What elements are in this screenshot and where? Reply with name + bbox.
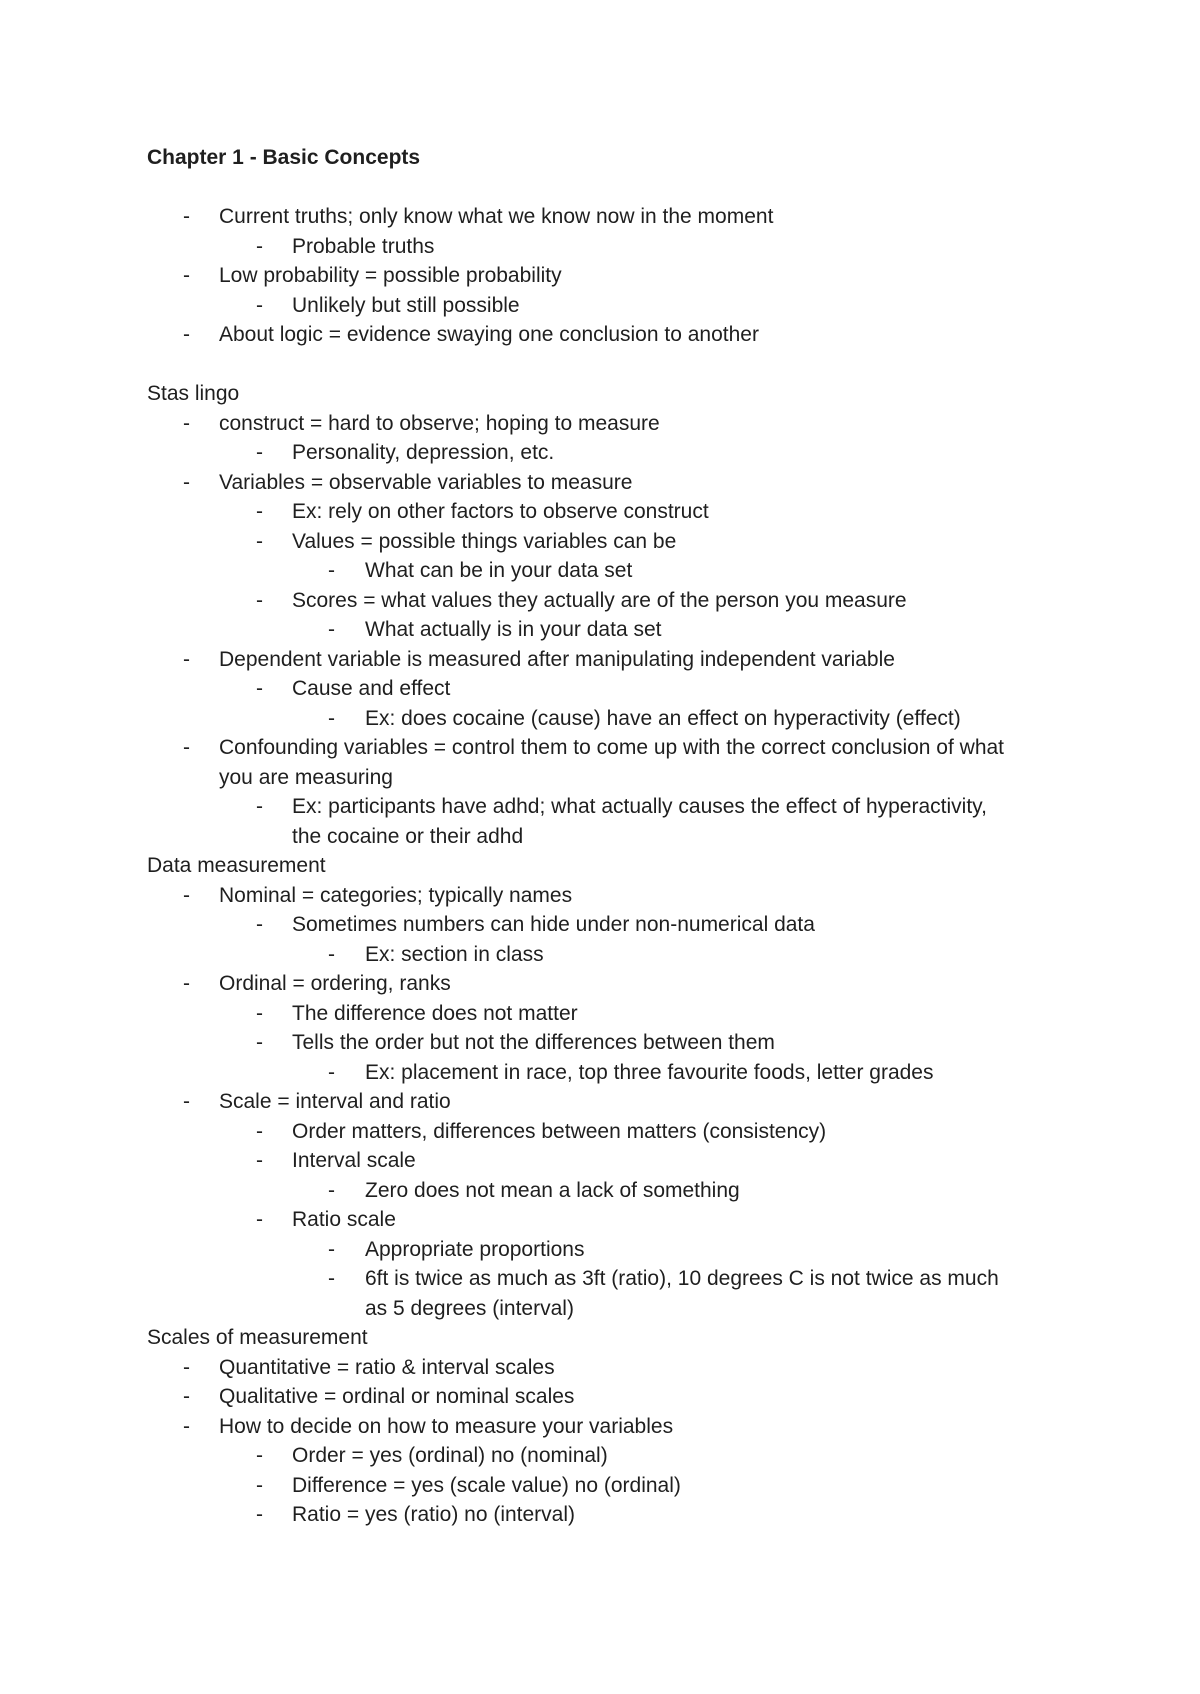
bullet-dash: - — [183, 1385, 190, 1408]
line-text: 6ft is twice as much as 3ft (ratio), 10 degrees C is not twice as much — [365, 1267, 999, 1290]
line-text: About logic = evidence swaying one conclusion to another — [219, 323, 759, 346]
document-page — [0, 143, 1200, 1530]
bullet-dash: - — [328, 706, 335, 730]
bullet-dash: - — [256, 1031, 263, 1054]
list-item — [0, 1382, 1200, 1412]
bullet-dash: - — [256, 500, 263, 523]
list-item — [0, 586, 1200, 616]
list-item — [0, 1028, 1200, 1058]
line-text: Quantitative = ratio & interval scales — [219, 1355, 555, 1379]
line-text: construct = hard to observe; hoping to measure — [219, 411, 660, 435]
bullet-dash: - — [183, 470, 190, 494]
list-item — [0, 999, 1200, 1029]
list-item — [0, 202, 1200, 232]
list-item — [0, 527, 1200, 557]
line-text: Ordinal = ordering, ranks — [219, 972, 451, 995]
line-text: Cause and effect — [292, 677, 451, 700]
list-item — [0, 438, 1200, 468]
list-item — [0, 1412, 1200, 1442]
section-heading — [0, 851, 1200, 881]
line-text: as 5 degrees (interval) — [365, 1296, 574, 1320]
bullet-dash: - — [328, 559, 335, 582]
list-item — [0, 497, 1200, 527]
list-item — [0, 1441, 1200, 1471]
line-text: Dependent variable is measured after manipulating independent variable — [219, 647, 895, 671]
line-text: Sometimes numbers can hide under non-numerical data — [292, 913, 815, 936]
bullet-dash: - — [256, 1001, 263, 1025]
list-item — [0, 1471, 1200, 1501]
line-text: What actually is in your data set — [365, 618, 662, 641]
line-text: Values = possible things variables can be — [292, 529, 677, 553]
list-item — [0, 910, 1200, 940]
list-item — [0, 468, 1200, 498]
list-item — [0, 232, 1200, 262]
blank-line — [0, 350, 1200, 380]
list-item — [0, 1205, 1200, 1235]
bullet-dash: - — [328, 1178, 335, 1202]
line-text: Ex: does cocaine (cause) have an effect on hyperactivity (effect) — [365, 706, 961, 730]
bullet-dash: - — [183, 883, 190, 907]
bullet-dash: - — [256, 1444, 263, 1467]
line-text: Ex: placement in race, top three favourite foods, letter grades — [365, 1060, 934, 1084]
bullet-dash: - — [328, 1267, 335, 1290]
list-item — [0, 1087, 1200, 1117]
bullet-dash: - — [328, 942, 335, 966]
section-heading — [0, 1323, 1200, 1353]
line-text: Chapter 1 - Basic Concepts — [147, 146, 421, 169]
list-item — [0, 291, 1200, 321]
list-item — [0, 409, 1200, 439]
line-text: Ratio = yes (ratio) no (interval) — [292, 1503, 576, 1526]
line-text: Ex: section in class — [365, 942, 544, 966]
line-text: Qualitative = ordinal or nominal scales — [219, 1385, 575, 1408]
list-item — [0, 1058, 1200, 1088]
list-item — [0, 1176, 1200, 1206]
line-text: Probable truths — [292, 234, 435, 258]
bullet-dash: - — [328, 1237, 335, 1261]
bullet-dash: - — [256, 1473, 263, 1497]
list-item — [0, 1117, 1200, 1147]
line-text: Low probability = possible probability — [219, 264, 562, 287]
bullet-dash: - — [256, 293, 263, 317]
line-text: Confounding variables = control them to come up with the correct conclusion of what — [219, 736, 1005, 759]
line-text: Personality, depression, etc. — [292, 441, 555, 464]
list-item — [0, 733, 1200, 763]
list-item — [0, 1294, 1200, 1324]
bullet-dash: - — [256, 588, 263, 612]
bullet-dash: - — [256, 234, 263, 258]
line-text: Ratio scale — [292, 1208, 396, 1231]
line-text: the cocaine or their adhd — [292, 824, 524, 848]
list-item — [0, 1500, 1200, 1530]
list-item — [0, 1235, 1200, 1265]
bullet-dash: - — [256, 1149, 263, 1172]
line-text: The difference does not matter — [292, 1001, 578, 1025]
bullet-dash: - — [256, 913, 263, 936]
line-text: Variables = observable variables to measure — [219, 470, 633, 494]
list-item — [0, 792, 1200, 822]
line-text: Scales of measurement — [147, 1326, 368, 1349]
list-item — [0, 1353, 1200, 1383]
line-text: Difference = yes (scale value) no (ordinal) — [292, 1473, 681, 1497]
list-item — [0, 320, 1200, 350]
line-text: Ex: participants have adhd; what actually causes the effect of hyperactivity, — [292, 795, 987, 818]
bullet-dash: - — [256, 1208, 263, 1231]
list-item — [0, 645, 1200, 675]
bullet-dash: - — [183, 647, 190, 671]
line-text: Tells the order but not the differences between them — [292, 1031, 775, 1054]
bullet-dash: - — [183, 1414, 190, 1438]
bullet-dash: - — [183, 1090, 190, 1113]
list-item — [0, 940, 1200, 970]
line-text: Data measurement — [147, 854, 326, 877]
line-text: Unlikely but still possible — [292, 293, 520, 317]
line-text: Current truths; only know what we know now in the moment — [219, 205, 774, 228]
blank-line — [0, 173, 1200, 203]
bullet-dash: - — [256, 1503, 263, 1526]
bullet-dash: - — [183, 411, 190, 435]
line-text: you are measuring — [219, 765, 393, 789]
bullet-dash: - — [183, 1355, 190, 1379]
line-text: Appropriate proportions — [365, 1237, 585, 1261]
list-item — [0, 674, 1200, 704]
bullet-dash: - — [183, 323, 190, 346]
bullet-dash: - — [256, 795, 263, 818]
bullet-dash: - — [183, 264, 190, 287]
bullet-dash: - — [328, 618, 335, 641]
document-title — [0, 143, 1200, 173]
line-text: Order = yes (ordinal) no (nominal) — [292, 1444, 608, 1467]
line-text: Scores = what values they actually are of the person you measure — [292, 588, 907, 612]
list-item — [0, 969, 1200, 999]
bullet-dash: - — [256, 1119, 263, 1143]
list-item — [0, 261, 1200, 291]
line-text: Stas lingo — [147, 382, 240, 405]
list-item — [0, 822, 1200, 852]
section-heading — [0, 379, 1200, 409]
line-text: Order matters, differences between matters (consistency) — [292, 1119, 827, 1143]
list-item — [0, 881, 1200, 911]
bullet-dash: - — [256, 677, 263, 700]
line-text: What can be in your data set — [365, 559, 633, 582]
list-item — [0, 556, 1200, 586]
line-text: Ex: rely on other factors to observe construct — [292, 500, 709, 523]
list-item — [0, 1264, 1200, 1294]
line-text: Interval scale — [292, 1149, 416, 1172]
list-item — [0, 1146, 1200, 1176]
bullet-dash: - — [183, 736, 190, 759]
bullet-dash: - — [256, 529, 263, 553]
line-text: Nominal = categories; typically names — [219, 883, 573, 907]
bullet-dash: - — [328, 1060, 335, 1084]
bullet-dash: - — [183, 205, 190, 228]
bullet-dash: - — [183, 972, 190, 995]
line-text: Zero does not mean a lack of something — [365, 1178, 740, 1202]
line-text: Scale = interval and ratio — [219, 1090, 451, 1113]
list-item — [0, 704, 1200, 734]
line-text: How to decide on how to measure your variables — [219, 1414, 674, 1438]
list-item — [0, 615, 1200, 645]
bullet-dash: - — [256, 441, 263, 464]
list-item — [0, 763, 1200, 793]
